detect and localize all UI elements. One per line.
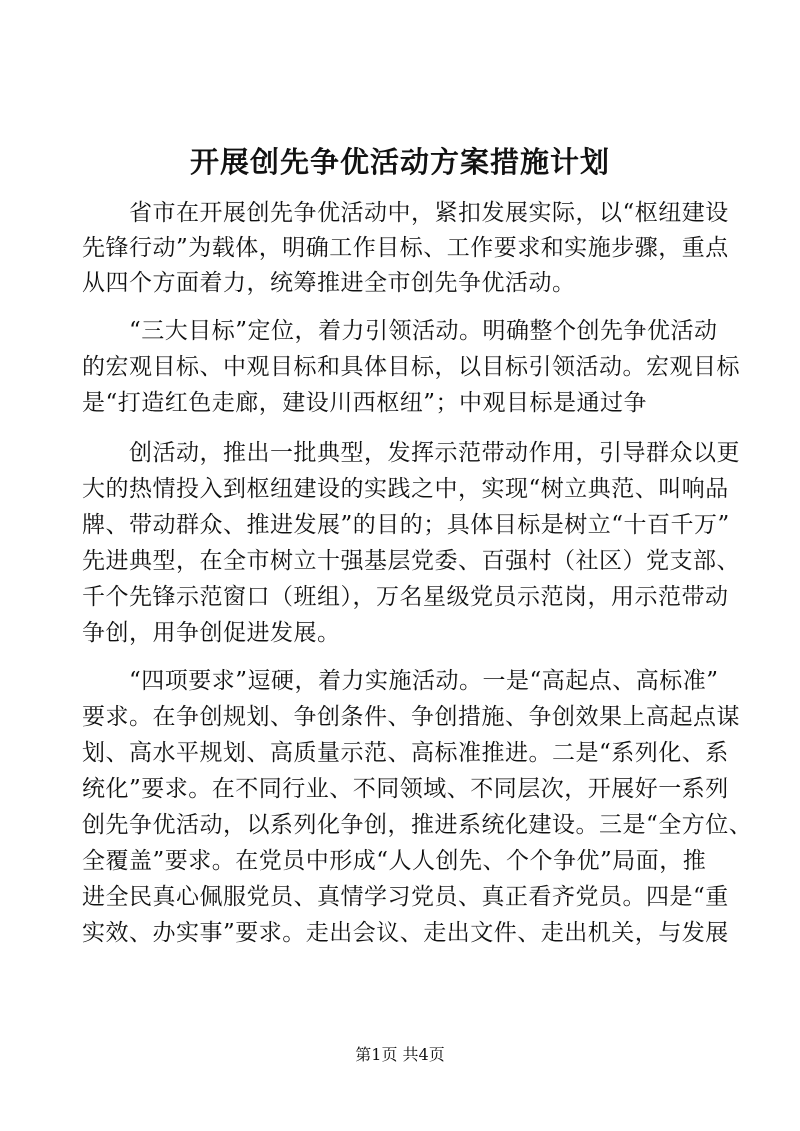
body-line: 进全民真心佩服党员、真情学习党员、真正看齐党员。四是“重 — [82, 884, 729, 910]
body-line: 创活动，推出一批典型，发挥示范带动作用，引导群众以更 — [82, 440, 740, 466]
body-line: 先锋行动”为载体，明确工作目标、工作要求和实施步骤，重点 — [82, 235, 729, 261]
body-line: “四项要求”逗硬，着力实施活动。一是“高起点、高标准” — [82, 668, 719, 694]
body-line: 实效、办实事”要求。走出会议、走出文件、走出机关，与发展 — [82, 920, 729, 946]
body-line: 划、高水平规划、高质量示范、高标准推进。二是“系列化、系 — [82, 740, 729, 766]
body-line: 千个先锋示范窗口（班组），万名星级党员示范岗，用示范带动 — [82, 584, 729, 610]
body-line: 创先争优活动，以系列化争创，推进系统化建设。三是“全方位、 — [82, 812, 753, 838]
body-line: 大的热情投入到枢纽建设的实践之中，实现“树立典范、叫响品 — [82, 476, 729, 502]
body-line: “三大目标”定位，着力引领活动。明确整个创先争优活动 — [82, 318, 718, 344]
body-line: 牌、带动群众、推进发展”的目的；具体目标是树立“十百千万” — [82, 512, 730, 538]
body-line: 先进典型，在全市树立十强基层党委、百强村（社区）党支部、 — [82, 548, 740, 574]
body-line: 统化”要求。在不同行业、不同领域、不同层次，开展好一系列 — [82, 776, 729, 802]
body-line: 要求。在争创规划、争创条件、争创措施、争创效果上高起点谋 — [82, 704, 740, 730]
body-line: 争创，用争创促进发展。 — [82, 620, 341, 646]
body-line: 的宏观目标、中观目标和具体目标，以目标引领活动。宏观目标 — [82, 354, 740, 380]
body-line: 全覆盖”要求。在党员中形成“人人创先、个个争优”局面，推 — [82, 848, 707, 874]
body-line: 从四个方面着力，统筹推进全市创先争优活动。 — [82, 270, 576, 296]
body-line: 是“打造红色走廊，建设川西枢纽”；中观目标是通过争 — [82, 390, 648, 416]
page-number: 第1页 共4页 — [355, 1045, 445, 1064]
body-line: 省市在开展创先争优活动中，紧扣发展实际，以“枢纽建设 — [82, 200, 729, 226]
document-title: 开展创先争优活动方案措施计划 — [189, 145, 610, 179]
